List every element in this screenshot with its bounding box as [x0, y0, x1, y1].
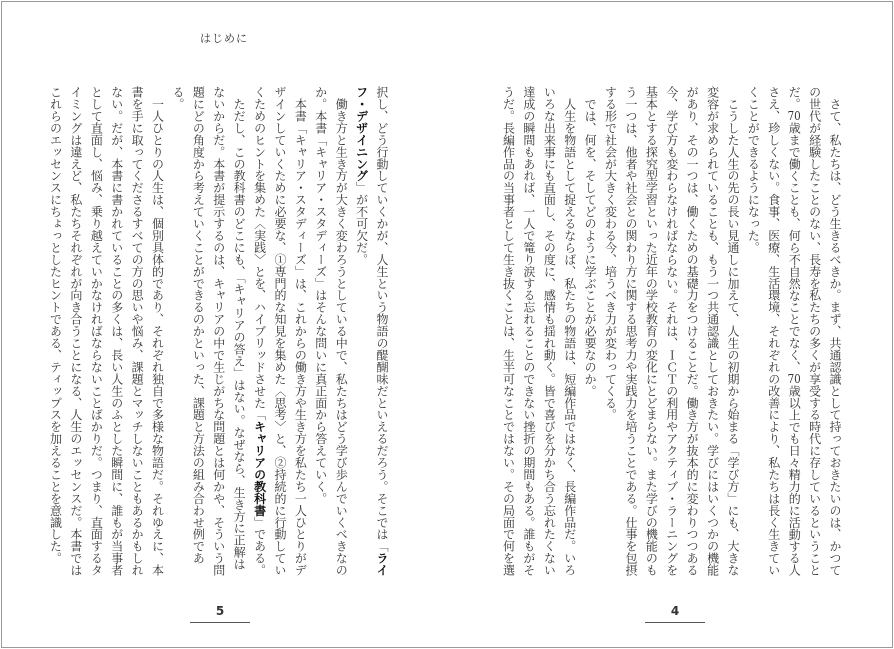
- text-column: 人生を物語として捉えるならば、私たちの物語は、短編作品ではなく、長編作品だ。いろ: [562, 86, 577, 576]
- text-column: ただし、この教科書のどこにも、「キャリアの答え」はない。なぜなら、生き方に正解は: [232, 86, 247, 570]
- text-column: ザインしていくために必要な、①専門的な知見を集めた〈思考〉と、②持続的に行動してい: [272, 86, 287, 576]
- text-column: だ。70歳まで働くことも、何ら不自然なことでなく、70歳以上でも日々精力的に活動する人: [787, 86, 802, 577]
- text-column: 基本とする探究型学習といった近年の学校教育の変化にとどまらない。また学びの機能のも: [644, 86, 659, 576]
- page-number-left: 5: [190, 604, 250, 623]
- text-column: こうした人生の先の長い見通しに加えて、人生の初期から始まる「学び方」にも、大きな: [725, 86, 740, 576]
- text-column: 題にどの角度から考えていくことができるのかといった、課題と方法の組み合わせ例であ: [191, 86, 206, 565]
- text-column: 一人ひとりの人生は、個別具体的であり、それぞれ独自で多様な物語だ。それゆえに、本: [150, 86, 165, 576]
- text-column: うだ。長編作品の当事者として生き抜くことは、生半可なことではない。その局面で何を選: [501, 86, 516, 576]
- text-column: 変容が求められていることも、もう一つ共通認識としておきたい。学びにはいくつかの機能: [705, 86, 720, 576]
- text-column: さて、私たちは、どう生きるべきか。まず、共通認識として持っておきたいのは、かつて: [828, 86, 842, 576]
- text-column: フ・デザイニング」が不可欠だ。: [354, 86, 369, 266]
- text-column: 働き方と生き方が大きく変わろうとしている中で、私たちはどう学び歩んでいくべきなの: [334, 86, 349, 576]
- text-column: として直面し、悩み、乗り越えていかなければならないことばかりだ。つまり、直面するタ: [89, 86, 104, 576]
- text-column: する形で社会が大きく変わる今、培うべき力が変わってくる。: [603, 86, 618, 421]
- text-column: では、何を、そしてどのように学ぶことが必要なのか。: [583, 86, 598, 397]
- text-column: 本書「キャリア・スタディーズ」は、これからの働き方や生き方を私たち一人ひとりがデ: [293, 86, 308, 576]
- text-column: 達成の瞬間もあれば、一人で篭り涙する忘れることのできない挫折の期間もある。誰もがそ: [521, 86, 536, 576]
- text-column: 今、学び方も変わらなければならない。それは、ＩＣＴの利用やアクティブ・ラーニングを: [664, 86, 679, 576]
- text-column: 書を手に取ってくださるすべての方の思いや悩み、課題とマッチしないこともあるかもしれ: [130, 86, 145, 576]
- running-header: はじめに: [200, 32, 248, 45]
- text-column: か。本書「キャリア・スタディーズ」はそんな問いに真正面から答えていく。: [313, 86, 328, 505]
- text-column: これらのエッセンスにちょっとしたヒントである、ティップスを加えることを意識した。: [48, 86, 63, 565]
- text-column: くことができるようになった。: [746, 86, 761, 254]
- text-column: さえ、珍しくない。食事、医療、生活環境、それぞれの改善により、私たちは長く生きてい: [766, 86, 781, 576]
- left-page-body: [44, 86, 392, 576]
- right-page-body: [497, 86, 845, 577]
- text-column: があり、その一つは、働くための基礎力をつけることだ。働き方が抜本的に変わりつつある: [685, 86, 700, 576]
- text-column: る。: [170, 86, 185, 110]
- text-column: いろな出来事にも直面し、その度に、感情も揺れ動く。皆で喜びを分かち合う忘れたくない: [542, 86, 557, 576]
- text-column: イミングは違えど、私たちそれぞれが向き合うことになる、人生のエッセンスだ。本書では: [68, 86, 83, 576]
- text-column: くためのヒントを集めた〈実践〉とを、ハイブリッドさせた「キャリアの教科書」である。: [252, 86, 267, 576]
- text-column: 択し、どう行動していくかが、人生という物語の醍醐味だといえるだろう。そこでは「ライ: [375, 86, 389, 576]
- text-column: ないからだ。本書が提示するのは、キャリアの中で生じがちな問題とは何かや、そういう問: [211, 86, 226, 576]
- text-column: う一つは、他者や社会との関わり方に関する思考力や実践力を培うことである。仕事を包摂: [623, 86, 638, 576]
- text-column: の世代が経験したことのない、長寿を私たちの多くが享受する時代に存しているということ: [807, 86, 822, 576]
- text-column: ない。だが、本書に書かれていることの多くは、長い人生のふとした瞬間に、誰もが当事者: [109, 86, 124, 576]
- page-number-right: 4: [645, 604, 705, 623]
